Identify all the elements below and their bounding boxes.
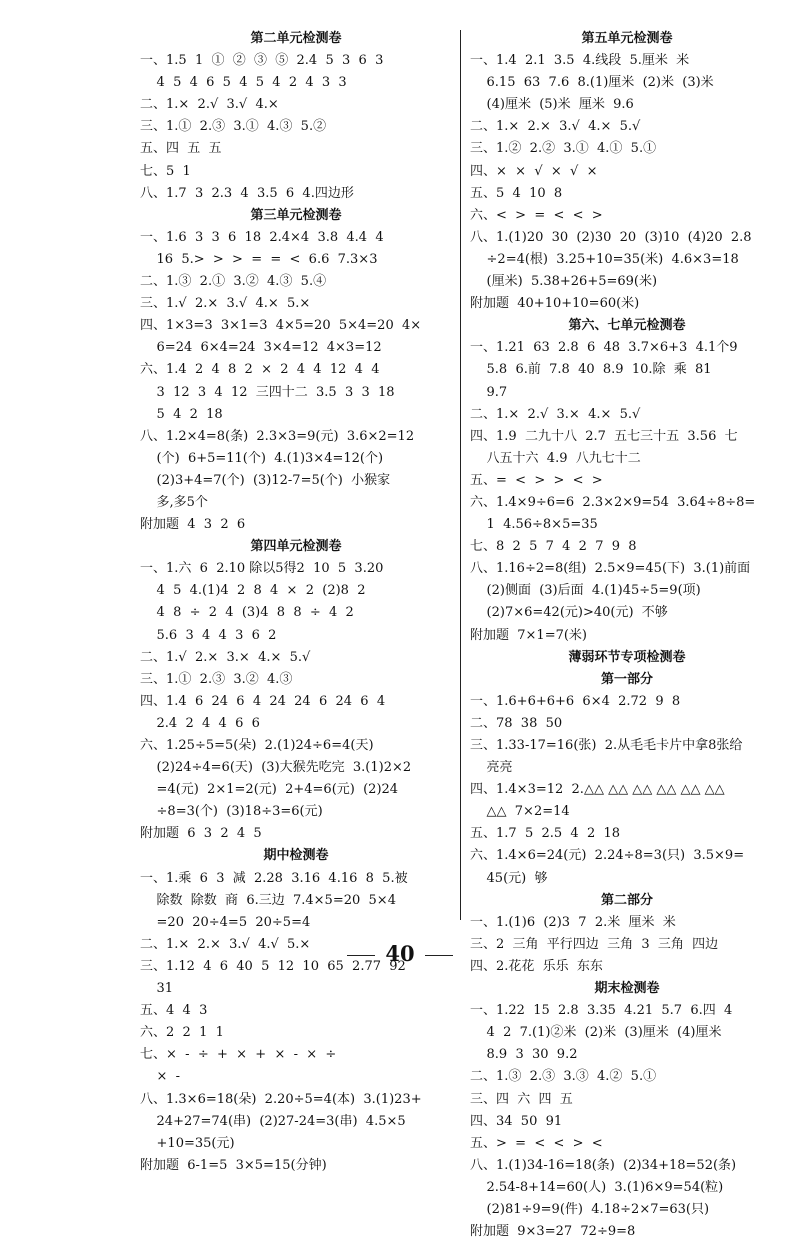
section-title: 期末检测卷 — [594, 981, 660, 997]
answer-line: 附加题 6 3 2 4 5 — [140, 826, 262, 842]
answer-line: (2)81÷9=9(件) 4.18÷2×7=63(只) — [470, 1201, 710, 1217]
answer-line: 1 4.56÷8×5=35 — [470, 517, 598, 533]
answer-line: (4)厘米 (5)米 厘米 9.6 — [470, 97, 634, 113]
answer-line: 一、1.6 3 3 6 18 2.4×4 3.8 4.4 4 — [140, 229, 384, 245]
answer-line: 二、1.× 2.√ 3.× 4.× 5.√ — [470, 406, 641, 422]
section-title: 薄弱环节专项检测卷 — [568, 649, 686, 665]
answer-line: 24+27=74(串) (2)27-24=3(串) 4.5×5 — [140, 1113, 406, 1129]
answer-line: 五、4 4 3 — [140, 1003, 208, 1019]
answer-line: 4 2 7.(1)②米 (2)米 (3)厘米 (4)厘米 — [470, 1025, 722, 1041]
answer-line: (2)侧面 (3)后面 4.(1)45÷5=9(项) — [470, 583, 701, 599]
answer-line: 4 5 4 6 5 4 5 4 2 4 3 3 — [140, 75, 347, 91]
answer-line: 七、8 2 5 7 4 2 7 9 8 — [470, 539, 637, 555]
answer-line: 六、1.4×9÷6=6 2.3×2×9=54 3.64÷8÷8= — [470, 494, 756, 510]
answer-line: 除数 除数 商 6.三边 7.4×5=20 5×4 — [140, 892, 396, 908]
answer-line: 6.15 63 7.6 8.(1)厘米 (2)米 (3)米 — [470, 75, 714, 91]
answer-line: 六、1.4×6=24(元) 2.24÷8=3(只) 3.5×9= — [470, 848, 745, 864]
answer-line: 附加题 40+10+10=60(米) — [470, 296, 640, 312]
answer-line: 四、1.9 二九十八 2.7 五七三十五 3.56 七 — [470, 428, 738, 444]
answer-line: 多,多5个 — [140, 494, 208, 510]
answer-line: 八、1.(1)20 30 (2)30 20 (3)10 (4)20 2.8 — [470, 229, 752, 245]
answer-line: 4 5 4.(1)4 2 8 4 × 2 (2)8 2 — [140, 583, 366, 599]
answer-line: 五、5 4 10 8 — [470, 185, 563, 201]
answer-line: 一、1.4 2.1 3.5 4.线段 5.厘米 米 — [470, 53, 690, 69]
page-number: 40 — [385, 941, 415, 966]
section-title: 第二部分 — [600, 892, 653, 908]
answer-line: 五、= < > > < > — [470, 472, 603, 488]
answer-line: 二、1.× 2.× 3.√ 4.√ 5.× — [140, 936, 311, 952]
answer-line: 八、1.7 3 2.3 4 3.5 6 4.四边形 — [140, 185, 354, 201]
answer-line: 5 4 2 18 — [140, 406, 223, 422]
answer-line: 六、1.4 2 4 8 2 × 2 4 4 12 4 4 — [140, 362, 380, 378]
answer-line: 八、1.16÷2=8(组) 2.5×9=45(下) 3.(1)前面 — [470, 561, 751, 577]
answer-line: 三、1.√ 2.× 3.√ 4.× 5.× — [140, 296, 311, 312]
answer-line: 3 12 3 4 12 三四十二 3.5 3 3 18 — [140, 384, 395, 400]
section-title: 第四单元检测卷 — [250, 539, 342, 555]
answer-line: 四、34 50 91 — [470, 1113, 563, 1129]
answer-line: (2)24÷4=6(天) (3)大猴先吃完 3.(1)2×2 — [140, 760, 412, 776]
answer-line: △△ 7×2=14 — [470, 804, 570, 820]
answer-line: 31 — [140, 981, 174, 997]
section-title: 第二单元检测卷 — [250, 31, 342, 46]
answer-line: 二、1.③ 2.③ 3.③ 4.② 5.① — [470, 1069, 657, 1085]
answer-line: 一、1.5 1 ① ② ③ ⑤ 2.4 5 3 6 3 — [140, 53, 384, 69]
answer-line: 二、1.③ 2.① 3.② 4.③ 5.④ — [140, 274, 327, 290]
answer-line: 一、1.(1)6 (2)3 7 2.米 厘米 米 — [470, 914, 676, 930]
answer-line: 四、1.4×3=12 2.△△ △△ △△ △△ △△ △△ — [470, 782, 725, 798]
answer-line: 16 5.> > > = = < 6.6 7.3×3 — [140, 251, 378, 267]
answer-line: 附加题 9×3=27 72÷9=8 — [470, 1224, 636, 1240]
answer-line: 附加题 4 3 2 6 — [140, 517, 246, 533]
answer-line: × - — [140, 1069, 181, 1085]
answer-line: 五、四 五 五 — [140, 141, 222, 157]
answer-line: 一、1.21 63 2.8 6 48 3.7×6+3 4.1个9 — [470, 340, 738, 356]
answer-line: 四、× × √ × √ × — [470, 163, 598, 179]
answer-line: 四、1.4 6 24 6 4 24 24 6 24 6 4 — [140, 693, 386, 709]
answer-line: (2)3+4=7(个) (3)12-7=5(个) 小猴家 — [140, 472, 391, 488]
answer-line: 一、1.六 6 2.10 除以5得2 10 5 3.20 — [140, 561, 384, 577]
answer-line: 三、1.① 2.③ 3.① 4.③ 5.② — [140, 119, 327, 135]
answer-line: 五、1.7 5 2.5 4 2 18 — [470, 826, 621, 842]
answer-line: 一、1.22 15 2.8 3.35 4.21 5.7 6.四 4 — [470, 1003, 733, 1019]
answer-line: 二、1.× 2.× 3.√ 4.× 5.√ — [470, 119, 641, 135]
answer-line: 四、2.花花 乐乐 东东 — [470, 958, 603, 974]
answer-line: 六、1.25÷5=5(朵) 2.(1)24÷6=4(天) — [140, 738, 374, 753]
footer-dash-right — [425, 955, 453, 956]
answer-line: =4(元) 2×1=2(元) 2+4=6(元) (2)24 — [140, 782, 399, 798]
answer-line: 5.8 6.前 7.8 40 8.9 10.除 乘 81 — [470, 362, 712, 378]
answer-line: 五、> = < < > < — [470, 1135, 603, 1151]
section-title: 期中检测卷 — [263, 848, 329, 864]
answer-line: +10=35(元) — [140, 1135, 235, 1151]
answer-line: 八五十六 4.9 八九七十二 — [470, 450, 641, 466]
answer-line: 9.7 — [470, 384, 508, 400]
answer-line: 亮亮 — [470, 760, 513, 776]
answer-line: 一、1.乘 6 3 减 2.28 3.16 4.16 8 5.被 — [140, 870, 408, 886]
answer-line: 三、1.② 2.② 3.① 4.① 5.① — [470, 141, 657, 157]
left-column — [140, 28, 452, 1177]
answer-line: 5.6 3 4 4 3 6 2 — [140, 627, 277, 643]
answer-line: 三、四 六 四 五 — [470, 1091, 573, 1107]
answer-line: 二、78 38 50 — [470, 715, 563, 731]
answer-line: 6=24 6×4=24 3×4=12 4×3=12 — [140, 340, 382, 356]
answer-line: 三、1.33-17=16(张) 2.从毛毛卡片中拿8张给 — [470, 738, 743, 753]
section-title: 第三单元检测卷 — [250, 207, 342, 223]
answer-line: 六、< > = < < > — [470, 207, 603, 223]
answer-line: 一、1.6+6+6+6 6×4 2.72 9 8 — [470, 693, 681, 709]
answer-line: 七、× - ÷ + × + × - × ÷ — [140, 1047, 337, 1063]
answer-line: 八、1.3×6=18(朵) 2.20÷5=4(本) 3.(1)23+ — [140, 1091, 422, 1107]
answer-line: 二、1.× 2.√ 3.√ 4.× — [140, 97, 279, 113]
answer-line: 三、1.① 2.③ 3.② 4.③ — [140, 671, 293, 687]
section-title: 第一部分 — [600, 671, 653, 687]
answer-line: 四、1×3=3 3×1=3 4×5=20 5×4=20 4× — [140, 318, 422, 334]
page-footer — [0, 941, 800, 966]
answer-line: 六、2 2 1 1 — [140, 1025, 224, 1041]
section-title: 第六、七单元检测卷 — [568, 318, 686, 334]
answer-line: 2.4 2 4 4 6 6 — [140, 715, 260, 731]
answer-line: 8.9 3 30 9.2 — [470, 1047, 578, 1063]
answer-line: 八、1.(1)34-16=18(条) (2)34+18=52(条) — [470, 1157, 737, 1173]
answer-line: ÷8=3(个) (3)18÷3=6(元) — [140, 804, 323, 820]
right-column — [470, 28, 784, 1243]
answer-line: ÷2=4(根) 3.25+10=35(米) 4.6×3=18 — [470, 251, 739, 267]
answer-line: 附加题 7×1=7(米) — [470, 627, 588, 643]
answer-line: 八、1.2×4=8(条) 2.3×3=9(元) 3.6×2=12 — [140, 428, 415, 444]
answer-line: 七、5 1 — [140, 163, 191, 179]
answer-line: (2)7×6=42(元)>40(元) 不够 — [470, 605, 668, 621]
answer-line: 附加题 6-1=5 3×5=15(分钟) — [140, 1157, 327, 1173]
answer-line: (个) 6+5=11(个) 4.(1)3×4=12(个) — [140, 450, 384, 466]
answer-line: 二、1.√ 2.× 3.× 4.× 5.√ — [140, 649, 311, 665]
answer-line: =20 20÷4=5 20÷5=4 — [140, 914, 311, 930]
footer-dash-left — [347, 955, 375, 956]
answer-line: 三、1.12 4 6 40 5 12 10 65 2.77 92 — [140, 958, 406, 974]
section-title: 第五单元检测卷 — [581, 31, 673, 46]
column-divider — [460, 30, 461, 920]
answer-line: 4 8 ÷ 2 4 (3)4 8 8 ÷ 4 2 — [140, 605, 354, 621]
answer-line: (厘米) 5.38+26+5=69(米) — [470, 274, 658, 290]
answer-line: 45(元) 够 — [470, 870, 548, 886]
answer-line: 三、2 三角 平行四边 三角 3 三角 四边 — [470, 936, 719, 952]
answer-line: 2.54-8+14=60(人) 3.(1)6×9=54(粒) — [470, 1179, 724, 1195]
